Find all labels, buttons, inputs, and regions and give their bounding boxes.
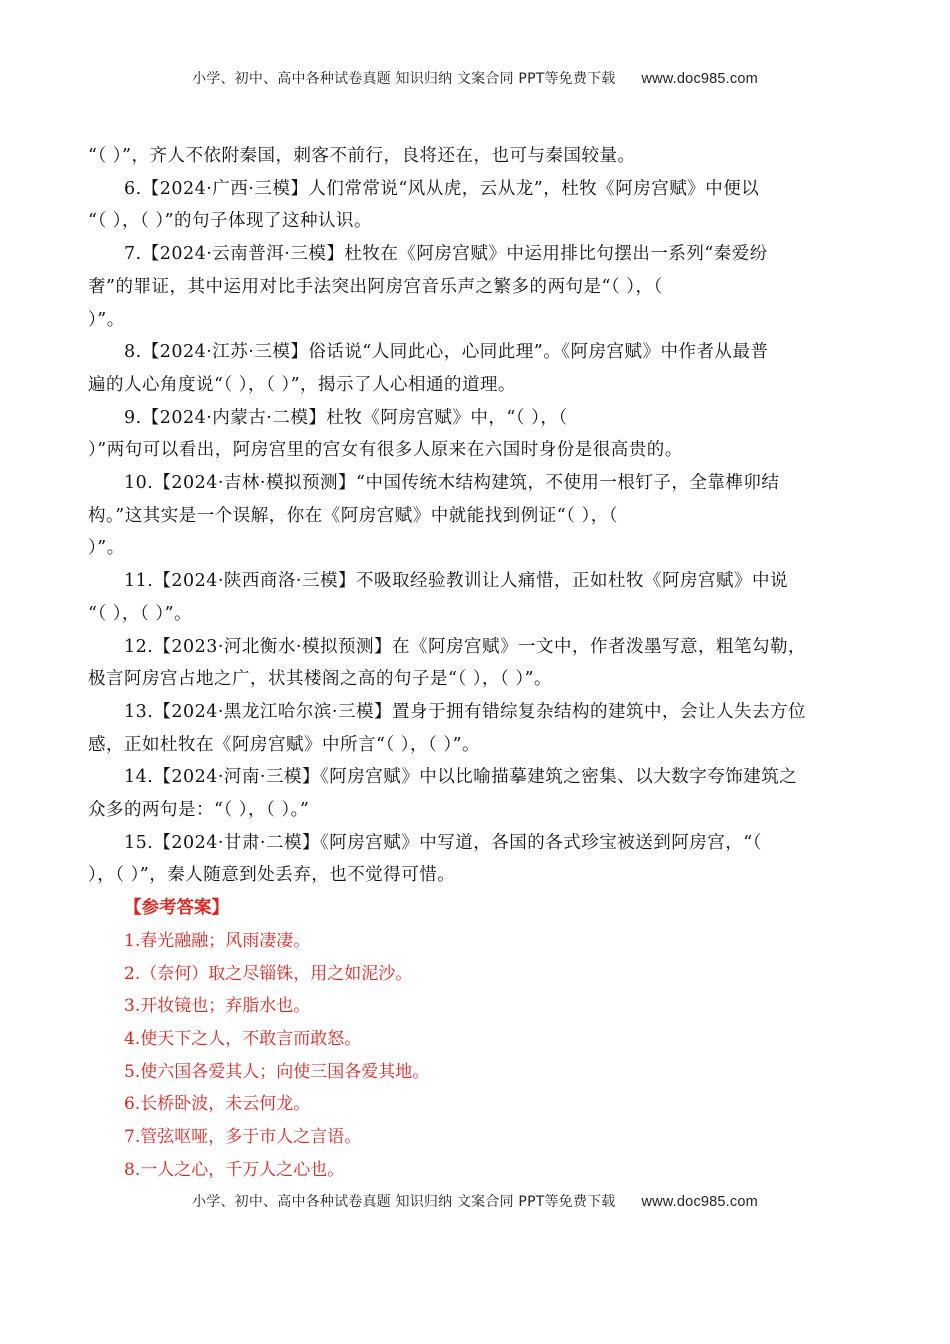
- answer-item: 2.（奈何）取之尽锱铢，用之如泥沙。: [124, 963, 413, 984]
- footer-text: 小学、初中、高中各种试卷真题 知识归纳 文案合同 PPT等免费下载: [192, 1194, 616, 1210]
- question-line: 12.【2023·河北衡水·模拟预测】在《阿房宫赋》一文中，作者泼墨写意，粗笔勾勒，: [124, 636, 806, 657]
- question-line: 8.【2024·江苏·三模】俗话说“人同此心，心同此理”。《阿房宫赋》中作者从最普: [124, 342, 769, 363]
- question-line: ）”。: [88, 309, 125, 330]
- answer-item: 8.一人之心，千万人之心也。: [124, 1159, 345, 1180]
- footer-site-link[interactable]: www.doc985.com: [641, 1194, 758, 1210]
- question-line: ）”。: [88, 538, 125, 559]
- question-line: 奢”的罪证，其中运用对比手法突出阿房宫音乐声之繁多的两句是“（ ），（: [88, 276, 663, 297]
- question-line: 13.【2024·黑龙江哈尔滨·三模】置身于拥有错综复杂结构的建筑中，会让人失去方位: [124, 701, 806, 722]
- answer-item: 7.管弦呕哑，多于市人之言语。: [124, 1127, 362, 1148]
- question-line: “（ ），（ ）”。: [88, 603, 193, 624]
- answer-item: 3.开妆镜也；弃脂水也。: [124, 996, 311, 1017]
- answers-title: 【参考答案】: [124, 898, 229, 919]
- question-line: “（ ），（ ）”的句子体现了这种认识。: [88, 211, 373, 232]
- question-line: 感，正如杜牧在《阿房宫赋》中所言“（ ），（ ）”。: [88, 734, 481, 755]
- question-line: 构。”这其实是一个误解，你在《阿房宫赋》中就能找到例证“（ ），（: [88, 505, 618, 526]
- answer-item: 4.使天下之人，不敢言而敢怒。: [124, 1028, 362, 1049]
- answer-item: 6.长桥卧波，未云何龙。: [124, 1094, 311, 1115]
- answer-item: 5.使六国各爱其人；向使三国各爱其地。: [124, 1061, 430, 1082]
- question-line: 15.【2024·甘肃·二模】《阿房宫赋》中写道，各国的各式珍宝被送到阿房宫，“（: [124, 832, 762, 853]
- question-line: 10.【2024·吉林·模拟预测】“中国传统木结构建筑，不使用一根钉子，全靠榫卯结: [124, 473, 780, 494]
- question-line: 7.【2024·云南普洱·三模】杜牧在《阿房宫赋》中运用排比句摆出一系列“秦爱纷: [124, 244, 768, 265]
- question-line: 遍的人心角度说“（ ），（ ）”，揭示了人心相通的道理。: [88, 374, 517, 395]
- question-line: ），（ ）”，秦人随意到处丢弃，也不觉得可惜。: [88, 865, 456, 886]
- question-line: 6.【2024·广西·三模】人们常常说“风从虎，云从龙”，杜牧《阿房宫赋》中便以: [124, 178, 760, 199]
- question-content: [88, 140, 863, 1187]
- header-site-link[interactable]: www.doc985.com: [641, 71, 758, 87]
- question-line: “（ ）”，齐人不依附秦国，刺客不前行，良将还在，也可与秦国较量。: [88, 146, 636, 166]
- question-line: 众多的两句是：“（ ），（ ）。”: [88, 800, 310, 821]
- header-text: 小学、初中、高中各种试卷真题 知识归纳 文案合同 PPT等免费下载: [192, 71, 616, 87]
- question-line: 11.【2024·陕西商洛·三模】不吸取经验教训让人痛惜，正如杜牧《阿房宫赋》中说: [124, 571, 788, 592]
- question-line: ）”两句可以看出，阿房宫里的宫女有很多人原来在六国时身份是很高贵的。: [88, 440, 683, 461]
- page-footer: [0, 1191, 950, 1211]
- page-header: [0, 68, 950, 88]
- question-line: 14.【2024·河南·三模】《阿房宫赋》中以比喻描摹建筑之密集、以大数字夸饰建筑之: [124, 767, 798, 788]
- answer-item: 1.春光融融；风雨凄凄。: [124, 930, 311, 951]
- question-line: 9.【2024·内蒙古·二模】杜牧《阿房宫赋》中，“（ ），（: [124, 407, 568, 428]
- question-line: 极言阿房宫占地之广，状其楼阁之高的句子是“（ ），（ ）”。: [88, 669, 553, 690]
